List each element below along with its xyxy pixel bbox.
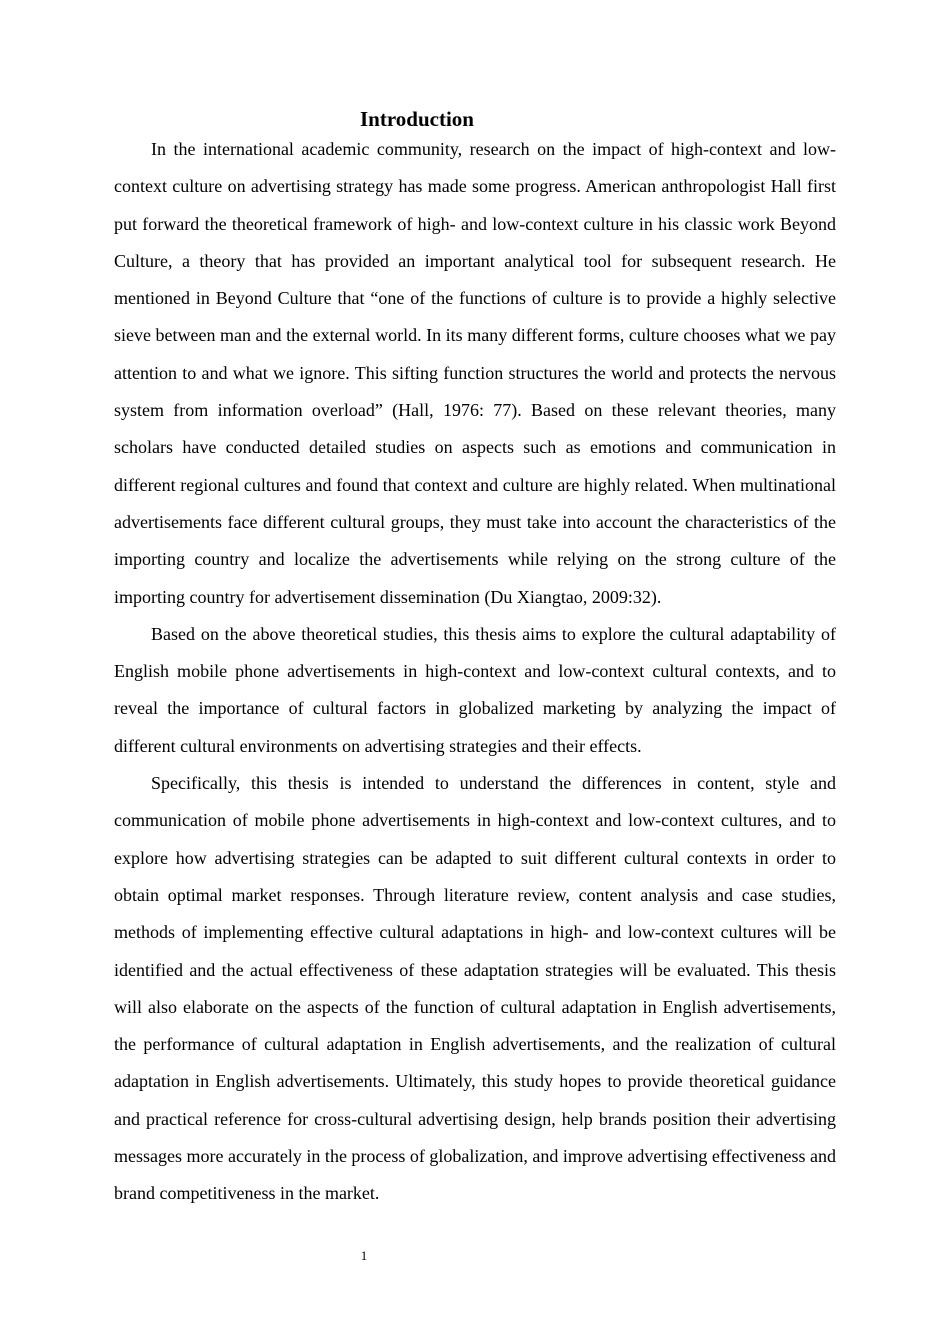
paragraph-1: In the international academic community, research on the impact of high-context and low-context culture on advertising strategy has made some progress. American anthropologist Hall first put forward the theoretical framework of high- and low-context culture in his classic work Beyond Culture, a theory that has provided an important analytical tool for subsequent research. He mentioned in Beyond Culture that “one of the functions of culture is to provide a highly selective sieve between man and the external world. In its many different forms, culture chooses what we pay attention to and what we ignore. This sifting function structures the world and protects the nervous system from information overload” (Hall, 1976: 77). Based on these relevant theories, many scholars have conducted detailed studies on aspects such as emotions and communication in different regional cultures and found that context and culture are highly related. When multinational advertisements face different cultural groups, they must take into account the characteristics of the importing country and localize the advertisements while relying on the strong culture of the importing country for advertisement dissemination (Du Xiangtao, 2009:32). <box>114 139 836 607</box>
page-number: 1 <box>360 1248 368 1263</box>
body-text <box>114 131 836 1213</box>
paragraph-3: Specifically, this thesis is intended to understand the differences in content, style and communication of mobile phone advertisements in high-context and low-context cultures, and to explore how advertising strategies can be adapted to suit different cultural contexts in order to obtain optimal market responses. Through literature review, content analysis and case studies, methods of implementing effective cultural adaptations in high- and low-context cultures will be identified and the actual effectiveness of these adaptation strategies will be evaluated. This thesis will also elaborate on the aspects of the function of cultural adaptation in English advertisements, the performance of cultural adaptation in English advertisements, and the realization of cultural adaptation in English advertisements. Ultimately, this study hopes to provide theoretical guidance and practical reference for cross-cultural advertising design, help brands position their advertising messages more accurately in the process of globalization, and improve advertising effectiveness and brand competitiveness in the market. <box>114 773 836 1204</box>
section-title: Introduction <box>360 107 474 131</box>
paragraph-2: Based on the above theoretical studies, this thesis aims to explore the cultural adaptability of English mobile phone advertisements in high-context and low-context cultural contexts, and to reveal the importance of cultural factors in globalized marketing by analyzing the impact of different cultural environments on advertising strategies and their effects. <box>114 623 836 756</box>
